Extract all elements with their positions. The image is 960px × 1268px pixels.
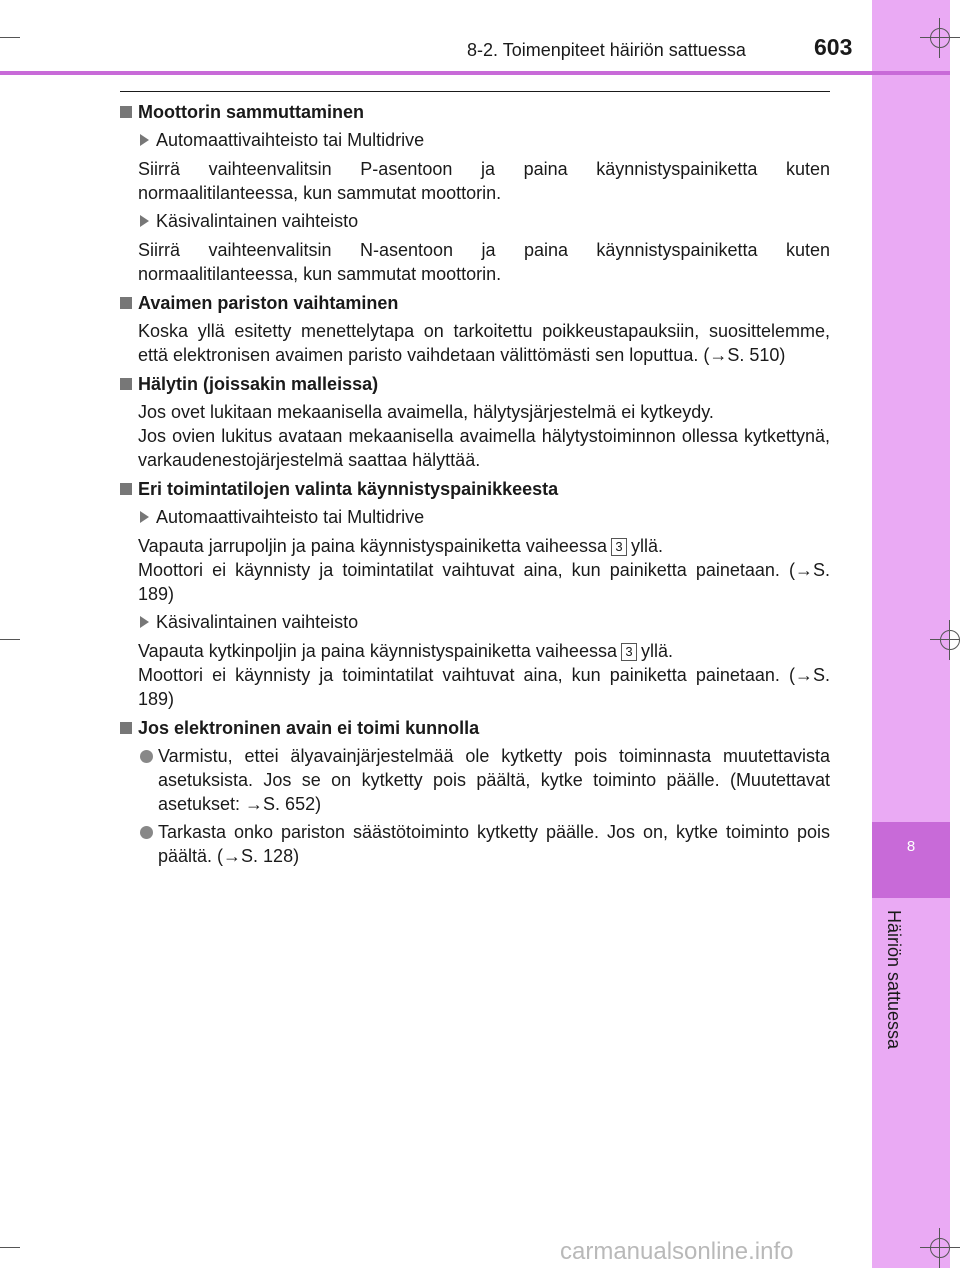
paragraph: Vapauta jarrupoljin ja paina käynnistyspainiketta vaiheessa 3 yllä.: [138, 536, 663, 556]
running-head: 8-2. Toimenpiteet häiriön sattuessa: [467, 40, 746, 60]
section-mode-selection: [120, 477, 830, 711]
round-bullet-icon: [140, 826, 153, 839]
paragraph: Moottori ei käynnisty ja toimintatilat vaihtuvat aina, kun painiketta painetaan. (→S. 189): [138, 560, 830, 604]
section-key-malfunction: [120, 716, 830, 868]
section-heading: Eri toimintatilojen valinta käynnistyspainikkeesta: [120, 477, 830, 501]
paragraph: Jos ovien lukitus avataan mekaanisella avaimella hälytystoiminnon ollessa kytkettynä, varkaudenestojärjestelmä saattaa hälyttää.: [138, 426, 830, 470]
square-bullet-icon: [120, 722, 132, 734]
section-battery-replacement: [120, 291, 830, 367]
step-number-box: 3: [611, 538, 627, 556]
section-heading: Hälytin (joissakin malleissa): [120, 372, 830, 396]
round-bullet-icon: [140, 750, 153, 763]
square-bullet-icon: [120, 106, 132, 118]
registration-mark-icon: [920, 18, 960, 58]
step-number-box: 3: [621, 643, 637, 661]
triangle-bullet-icon: [140, 215, 149, 227]
square-bullet-icon: [120, 297, 132, 309]
section-heading: Moottorin sammuttaminen: [120, 100, 830, 124]
triangle-bullet-icon: [140, 511, 149, 523]
paragraph: Koska yllä esitetty menettelytapa on tarkoitettu poikkeustapauksiin, suosittelemme, että elektronisen avaimen paristo vaihdetaan välittömästi sen loputtua. (→S. 510): [138, 321, 830, 365]
watermark: carmanualsonline.info: [560, 1238, 794, 1265]
chapter-tab-active: [872, 822, 950, 898]
subheading: Käsivalintainen vaihteisto: [120, 209, 830, 233]
subheading: Automaattivaihteisto tai Multidrive: [120, 128, 830, 152]
square-bullet-icon: [120, 378, 132, 390]
triangle-bullet-icon: [140, 134, 149, 146]
chapter-number: 8: [906, 838, 916, 855]
registration-mark-icon: [0, 1228, 20, 1268]
bullet-item: Tarkasta onko pariston säästötoiminto kytketty päälle. Jos on, kytke toiminto pois päältä. (→S. 128): [120, 820, 830, 868]
subheading: Automaattivaihteisto tai Multidrive: [120, 505, 830, 529]
paragraph: Moottori ei käynnisty ja toimintatilat vaihtuvat aina, kun painiketta painetaan. (→S. 189): [138, 665, 830, 709]
section-heading: Avaimen pariston vaihtaminen: [120, 291, 830, 315]
registration-mark-icon: [0, 620, 20, 660]
registration-mark-icon: [930, 620, 960, 660]
paragraph: Siirrä vaihteenvalitsin N-asentoon ja paina käynnistyspainiketta kuten normaalitilanteessa, kun sammutat moottorin.: [138, 240, 830, 284]
paragraph: Siirrä vaihteenvalitsin P-asentoon ja paina käynnistyspainiketta kuten normaalitilanteessa, kun sammutat moottorin.: [138, 159, 830, 203]
page-number: 603: [814, 34, 853, 60]
chapter-title: Häiriön sattuessa: [884, 910, 904, 1050]
header-rule: [0, 71, 950, 75]
registration-mark-icon: [0, 18, 20, 58]
bullet-item: Varmistu, ettei älyavainjärjestelmää ole kytketty pois toiminnasta muutettavista asetuksista. Jos se on kytketty pois päältä, kytke toiminto päälle. (Muutettavat asetukset: →S. 652): [120, 744, 830, 816]
square-bullet-icon: [120, 483, 132, 495]
content-rule: [120, 91, 830, 92]
section-engine-stop: [120, 100, 830, 286]
triangle-bullet-icon: [140, 616, 149, 628]
section-alarm: [120, 372, 830, 472]
paragraph: Jos ovet lukitaan mekaanisella avaimella, hälytysjärjestelmä ei kytkeydy.: [138, 402, 714, 422]
section-heading: Jos elektroninen avain ei toimi kunnolla: [120, 716, 830, 740]
paragraph: Vapauta kytkinpoljin ja paina käynnistyspainiketta vaiheessa 3 yllä.: [138, 641, 673, 661]
subheading: Käsivalintainen vaihteisto: [120, 610, 830, 634]
registration-mark-icon: [920, 1228, 960, 1268]
page-content: [120, 100, 830, 873]
